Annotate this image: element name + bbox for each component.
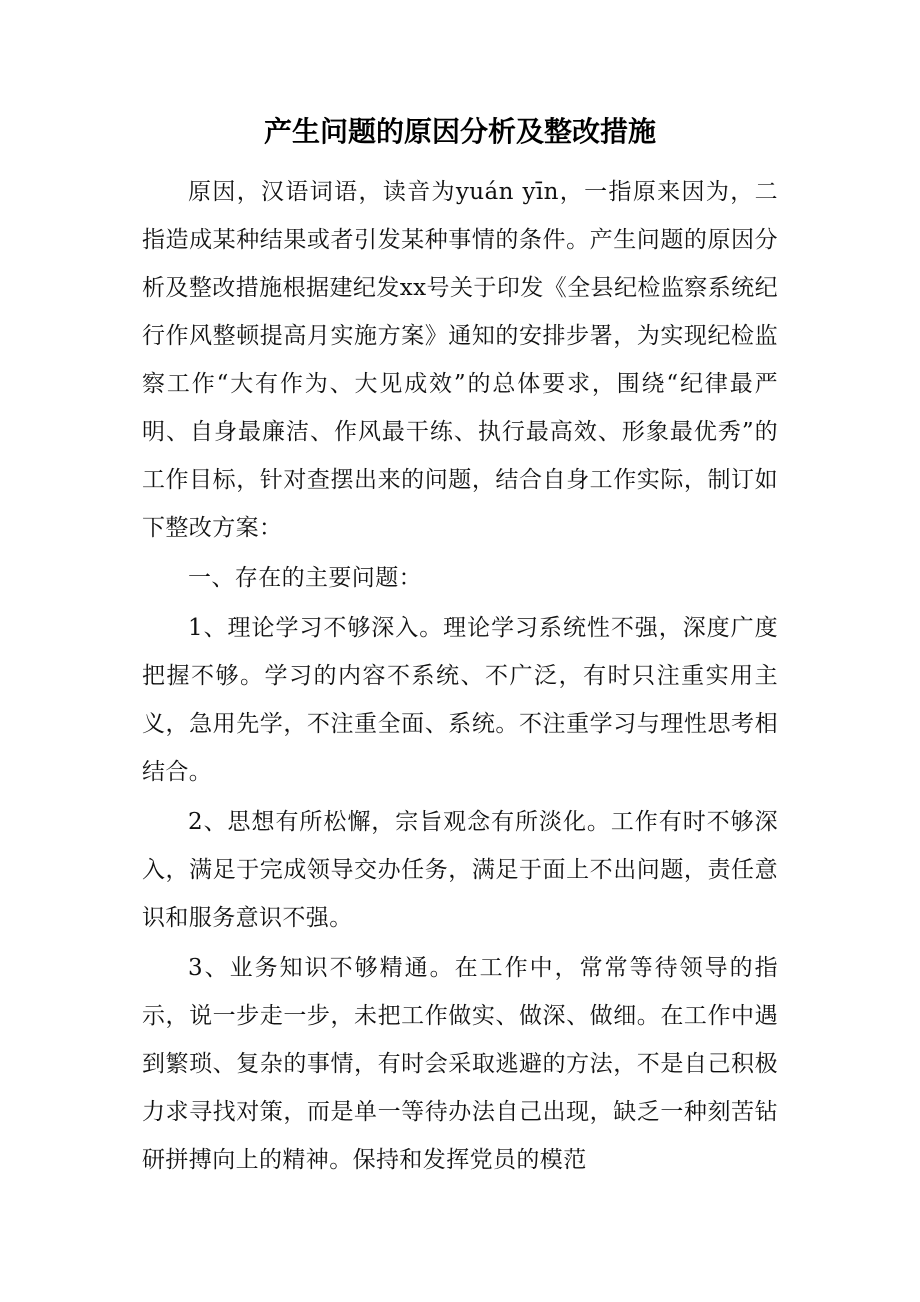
document-title: 产生问题的原因分析及整改措施: [263, 115, 656, 148]
section-heading-problems: 一、存在的主要问题：: [188, 565, 422, 591]
paragraph-problem-1: 1、理论学习不够深入。理论学习系统性不强，深度广度把握不够。学习的内容不系统、不广泛，有时只注重实用主义，急用先学，不注重全面、系统。不注重学习与理性思考相结合。: [142, 615, 778, 785]
paragraph-intro: 原因，汉语词语，读音为yuán yīn，一指原来因为，二指造成某种结果或者引发某种事情的条件。产生问题的原因分析及整改措施根据建纪发xx号关于印发《全县纪检监察系统纪行作风整顿提高月实施方案》通知的安排步署，为实现纪检监察工作“大有作为、大见成效”的总体要求，围绕“纪律最严明、自身最廉洁、作风最干练、执行最高效、形象最优秀”的工作目标，针对查摆出来的问题，结合自身工作实际，制订如下整改方案：: [142, 179, 778, 541]
paragraph-problem-3: 3、业务知识不够精通。在工作中，常常等待领导的指示，说一步走一步，未把工作做实、做深、做细。在工作中遇到繁琐、复杂的事情，有时会采取逃避的方法，不是自己积极力求寻找对策，而是单一等待办法自己出现，缺乏一种刻苦钻研拼搏向上的精神。保持和发挥党员的模范: [142, 955, 778, 1173]
paragraph-problem-2: 2、思想有所松懈，宗旨观念有所淡化。工作有时不够深入，满足于完成领导交办任务，满足于面上不出问题，责任意识和服务意识不强。: [142, 809, 778, 931]
document-body: [142, 168, 778, 1184]
